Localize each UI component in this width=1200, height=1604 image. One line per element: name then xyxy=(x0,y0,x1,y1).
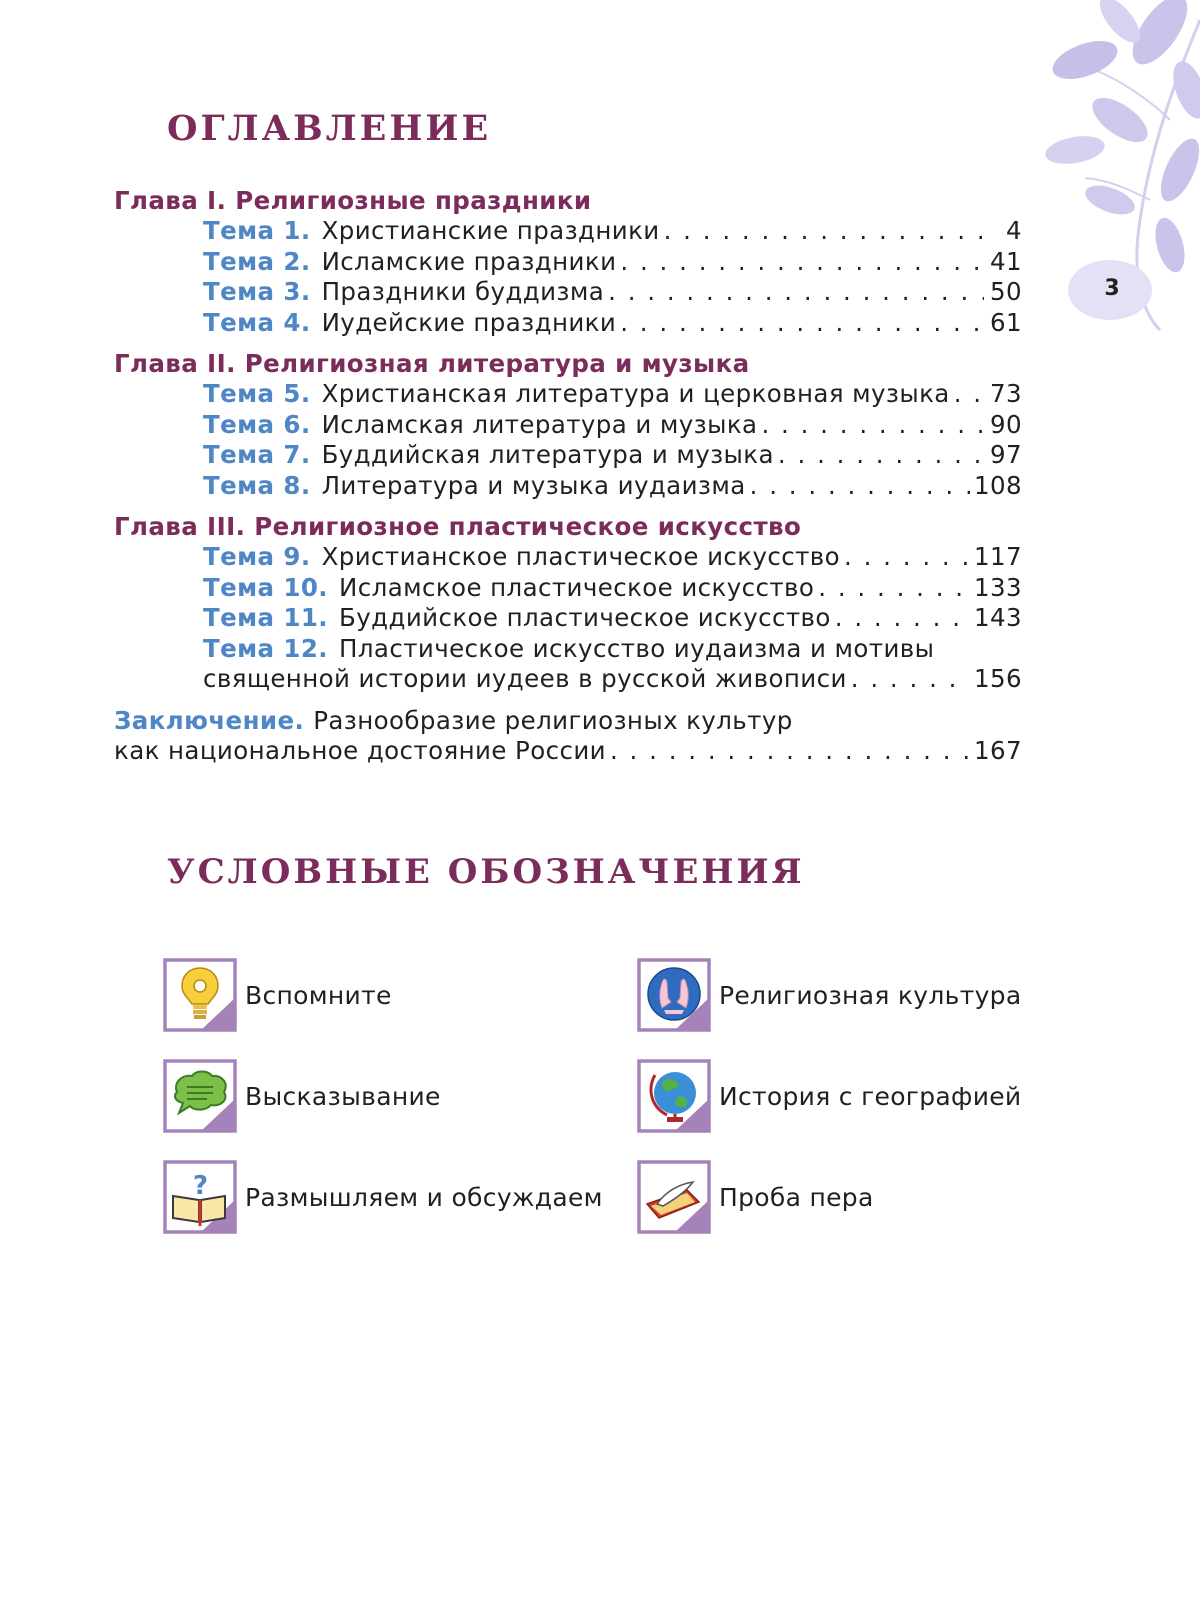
page-ref: 143 xyxy=(974,603,1022,632)
topic-title: Христианское пластическое искусство xyxy=(321,542,841,571)
toc-row[interactable] xyxy=(114,410,1022,441)
legend-item-religious-culture xyxy=(637,958,1021,1032)
dot-leader xyxy=(761,410,984,441)
toc-row[interactable] xyxy=(114,440,1022,471)
conclusion-label: Заключение. xyxy=(114,705,305,735)
dot-leader xyxy=(620,247,984,278)
toc-row-continuation[interactable] xyxy=(114,664,1022,695)
page-ref: 50 xyxy=(990,277,1022,306)
legend-label: Религиозная культура xyxy=(719,980,1022,1010)
topic-title: Исламское пластическое искусство xyxy=(339,572,815,602)
topic-label: Тема 3. xyxy=(203,277,311,306)
legend-label: Вспомните xyxy=(245,980,392,1010)
toc-row[interactable] xyxy=(114,471,1022,502)
topic-label: Тема 9. xyxy=(203,542,311,571)
page-ref: 108 xyxy=(974,470,1022,500)
topic-title-continuation: священной истории иудеев в русской живописи xyxy=(203,664,847,693)
topic-label: Тема 4. xyxy=(203,307,311,337)
dot-leader xyxy=(608,277,984,308)
toc-heading: ОГЛАВЛЕНИЕ xyxy=(167,108,492,149)
toc-row[interactable] xyxy=(114,379,1022,410)
table-of-contents xyxy=(114,186,1022,767)
legend-label: Размышляем и обсуждаем xyxy=(245,1182,603,1212)
page-ref: 133 xyxy=(974,572,1022,602)
religion-hands-icon xyxy=(637,958,711,1032)
globe-icon xyxy=(637,1059,711,1133)
chapter-title[interactable]: Глава I. Религиозные праздники xyxy=(114,186,592,215)
legend-item-statement xyxy=(163,1059,441,1133)
topic-label: Тема 5. xyxy=(203,379,311,408)
page-ref: 41 xyxy=(990,246,1022,276)
topic-label: Тема 6. xyxy=(203,409,311,439)
legend-item-reflect-discuss xyxy=(163,1160,603,1234)
dot-leader xyxy=(851,664,970,695)
legend-label: Высказывание xyxy=(245,1081,441,1111)
toc-row[interactable] xyxy=(114,573,1022,604)
toc-row[interactable] xyxy=(114,634,1022,665)
legend-item-writing-trial xyxy=(637,1160,874,1234)
svg-text:?: ? xyxy=(193,1171,209,1201)
topic-title: Исламские праздники xyxy=(321,246,617,276)
legend-label: Проба пера xyxy=(719,1182,874,1212)
page-ref: 167 xyxy=(974,736,1022,765)
conclusion-row-continuation[interactable] xyxy=(114,736,1022,767)
topic-title: Христианская литература и церковная музыка xyxy=(321,379,950,408)
quill-pen-icon xyxy=(637,1160,711,1234)
topic-label: Тема 11. xyxy=(203,603,329,632)
toc-row[interactable] xyxy=(114,308,1022,339)
topic-label: Тема 1. xyxy=(203,216,311,245)
topic-title: Буддийское пластическое искусство xyxy=(339,603,831,632)
topic-title: Пластическое искусство иудаизма и мотивы xyxy=(339,633,935,663)
page-ref: 73 xyxy=(990,379,1022,408)
page-number: 3 xyxy=(1104,276,1120,301)
topic-label: Тема 8. xyxy=(203,470,311,500)
page-ref: 156 xyxy=(974,664,1022,693)
page-ref: 117 xyxy=(974,542,1022,571)
speech-bubble-icon xyxy=(163,1059,237,1133)
toc-row[interactable] xyxy=(114,542,1022,573)
toc-row[interactable] xyxy=(114,277,1022,308)
toc-row[interactable] xyxy=(114,603,1022,634)
dot-leader xyxy=(610,736,970,767)
page-ref: 4 xyxy=(1006,216,1022,245)
page-ref: 61 xyxy=(990,307,1022,337)
conclusion-title: Разнообразие религиозных культур xyxy=(313,705,793,735)
page-ref: 90 xyxy=(990,409,1022,439)
dot-leader xyxy=(750,471,970,502)
topic-label: Тема 2. xyxy=(203,246,311,276)
topic-label: Тема 7. xyxy=(203,440,311,469)
open-book-question-icon xyxy=(163,1160,237,1234)
conclusion-title-continuation: как национальное достояние России xyxy=(114,736,606,765)
legend-label: История с географией xyxy=(719,1081,1022,1111)
toc-row[interactable] xyxy=(114,247,1022,278)
topic-title: Иудейские праздники xyxy=(321,307,617,337)
dot-leader xyxy=(620,308,984,339)
topic-title: Христианские праздники xyxy=(321,216,660,245)
topic-label: Тема 10. xyxy=(203,572,329,602)
chapter-title[interactable]: Глава II. Религиозная литература и музыка xyxy=(114,349,750,378)
lightbulb-icon xyxy=(163,958,237,1032)
dot-leader xyxy=(835,603,970,634)
legend-heading: УСЛОВНЫЕ ОБОЗНАЧЕНИЯ xyxy=(167,852,805,892)
topic-label: Тема 12. xyxy=(203,633,329,663)
dot-leader xyxy=(664,216,984,247)
topic-title: Литература и музыка иудаизма xyxy=(321,470,746,500)
dot-leader xyxy=(954,379,984,410)
chapter-title[interactable]: Глава III. Религиозное пластическое искусство xyxy=(114,512,802,541)
legend-item-history-geography xyxy=(637,1059,1021,1133)
dot-leader xyxy=(778,440,984,471)
topic-title: Буддийская литература и музыка xyxy=(321,440,774,469)
decorative-leaves xyxy=(1000,0,1200,360)
conclusion-row[interactable] xyxy=(114,706,1022,737)
toc-row[interactable] xyxy=(114,216,1022,247)
topic-title: Исламская литература и музыка xyxy=(321,409,758,439)
dot-leader xyxy=(844,542,970,573)
dot-leader xyxy=(818,573,970,604)
legend-item-remember xyxy=(163,958,392,1032)
topic-title: Праздники буддизма xyxy=(321,277,605,306)
page-ref: 97 xyxy=(990,440,1022,469)
